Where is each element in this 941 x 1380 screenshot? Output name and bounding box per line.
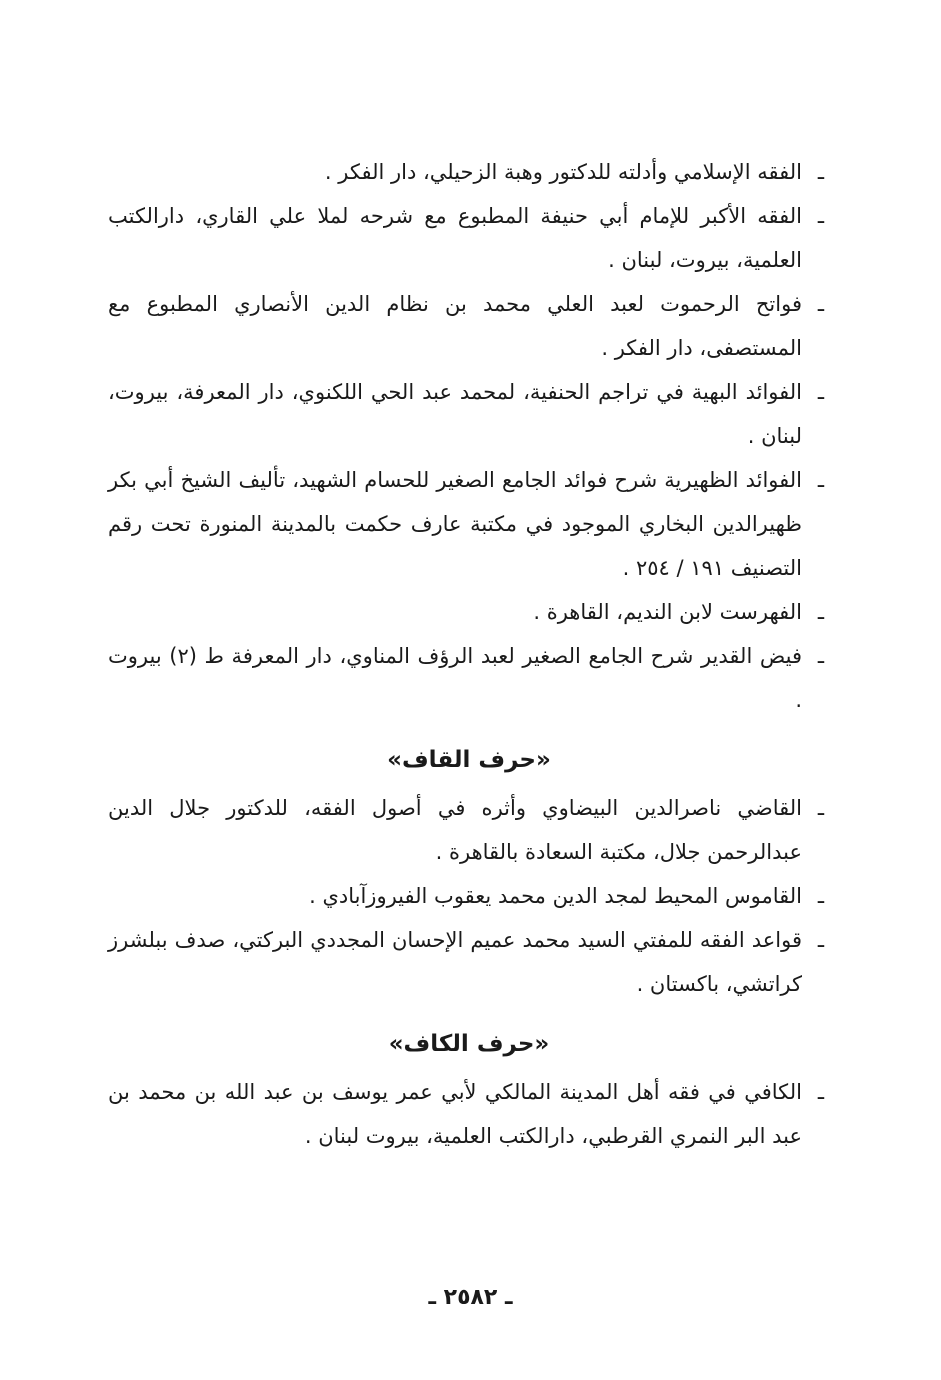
section-heading-qaf: «حرف القاف» [387, 747, 551, 773]
entry-text: الفوائد البهية في تراجم الحنفية، لمحمد عبد الحي اللكنوي، دار المعرفة، بيروت، لبنان . [108, 380, 802, 448]
bibliography-entry [108, 370, 830, 458]
bibliography-entry [108, 150, 830, 194]
bibliography-entry [108, 1070, 830, 1158]
bibliography-entry [108, 634, 830, 722]
entry-text: الكافي في فقه أهل المدينة المالكي لأبي عمر يوسف بن عبد الله بن محمد بن عبد البر النمري القرطبي، دارالكتب العلمية، بيروت لبنان . [108, 1080, 802, 1148]
bibliography-entry [108, 282, 830, 370]
bullet-dash: ـ [817, 796, 825, 820]
bullet-dash: ـ [817, 1080, 825, 1104]
bullet-dash: ـ [817, 644, 825, 668]
bullet-dash: ـ [817, 380, 825, 404]
entry-text: الفقه الأكبر للإمام أبي حنيفة المطبوع مع شرحه لملا علي القاري، دارالكتب العلمية، بيروت، لبنان . [108, 204, 802, 272]
bibliography-entry [108, 786, 830, 874]
bullet-dash: ـ [817, 884, 825, 908]
bullet-dash: ـ [817, 600, 825, 624]
entry-text: فواتح الرحموت لعبد العلي محمد بن نظام الدين الأنصاري المطبوع مع المستصفى، دار الفكر . [108, 292, 802, 360]
entry-text: الفهرست لابن النديم، القاهرة . [533, 600, 802, 624]
entry-text: الفقه الإسلامي وأدلته للدكتور وهبة الزحيلي، دار الفكر . [324, 160, 802, 184]
entry-text: القاموس المحيط لمجد الدين محمد يعقوب الفيروزآبادي . [309, 884, 802, 908]
bibliography-entry [108, 590, 830, 634]
bibliography-entry [108, 874, 830, 918]
bibliography-entry [108, 918, 830, 1006]
bibliography-entry [108, 458, 830, 590]
section-heading-kaf: «حرف الكاف» [388, 1031, 550, 1057]
bibliography-entry [108, 194, 830, 282]
entry-text: القاضي ناصرالدين البيضاوي وأثره في أصول الفقه، للدكتور جلال الدين عبدالرحمن جلال، مكتبة السعادة بالقاهرة . [108, 796, 802, 864]
bullet-dash: ـ [817, 204, 825, 228]
bullet-dash: ـ [817, 928, 825, 952]
entry-text: الفوائد الظهيرية شرح فوائد الجامع الصغير للحسام الشهيد، تأليف الشيخ أبي بكر ظهيرالدين البخاري الموجود في مكتبة عارف حكمت بالمدينة المنورة تحت رقم التصنيف ١٩١ / ٢٥٤ . [108, 468, 802, 580]
entry-text: قواعد الفقه للمفتي السيد محمد عميم الإحسان المجددي البركتي، صدف ببلشرز كراتشي، باكستان . [108, 928, 802, 996]
page-number: ـ ٢٥٨٢ ـ [428, 1285, 513, 1310]
entry-text: فيض القدير شرح الجامع الصغير لعبد الرؤف المناوي، دار المعرفة ط (٢) بيروت . [108, 644, 802, 712]
bullet-dash: ـ [817, 292, 825, 316]
bibliography-list [108, 150, 830, 1158]
bullet-dash: ـ [817, 468, 825, 492]
bullet-dash: ـ [817, 160, 825, 184]
